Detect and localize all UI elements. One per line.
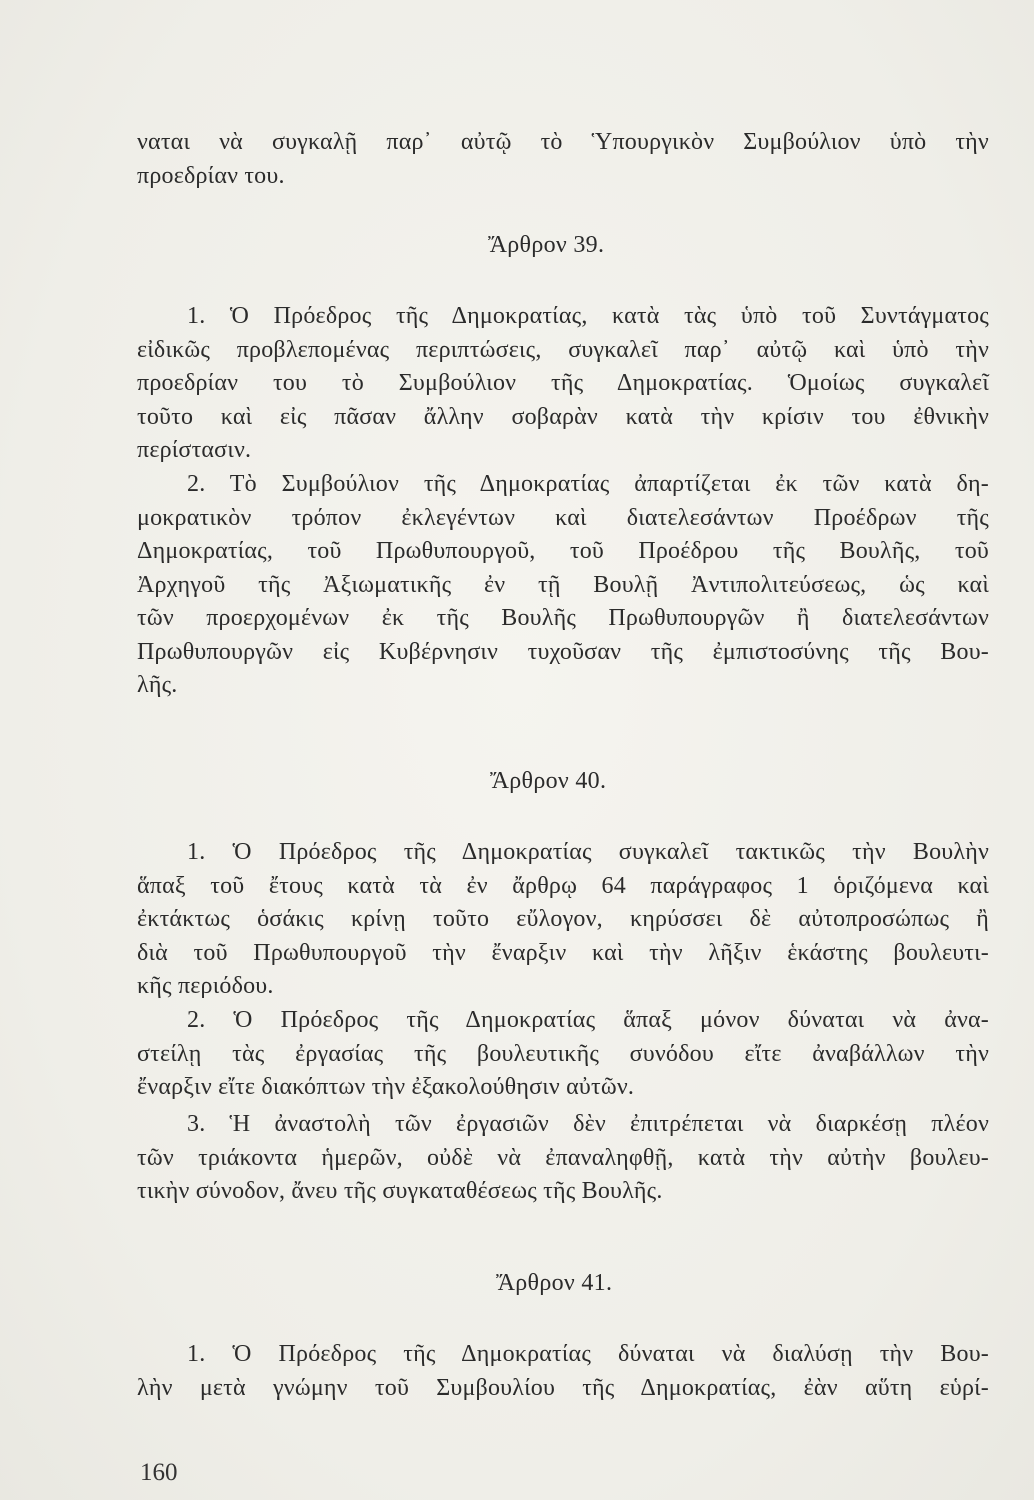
text-line: ἅπαξ τοῦ ἔτους κατὰ τὰ ἐν ἄρθρῳ 64 παράγραφος 1 ὁριζόμενα καὶ — [137, 872, 989, 899]
text-line: προεδρίαν του τὸ Συμβούλιον τῆς Δημοκρατίας. Ὁμοίως συγκαλεῖ — [137, 370, 989, 396]
text-line: 1. Ὁ Πρόεδρος τῆς Δημοκρατίας συγκαλεῖ τακτικῶς τὴν Βουλὴν — [187, 839, 989, 865]
article-40-heading: Ἄρθρον 40. — [490, 768, 607, 794]
text-line: περίστασιν. — [137, 437, 252, 463]
text-line: εἰδικῶς προβλεπομένας περιπτώσεις, συγκαλεῖ παρ᾽ αὐτῷ καὶ ὑπὸ τὴν — [137, 336, 989, 363]
text-line: λὴν μετὰ γνώμην τοῦ Συμβουλίου τῆς Δημοκρατίας, ἐὰν αὕτη εὑρί- — [137, 1374, 989, 1401]
text-line: στείλῃ τὰς ἐργασίας τῆς βουλευτικῆς συνόδου εἴτε ἀναβάλλων τὴν — [137, 1040, 989, 1067]
text-line: προεδρίαν του. — [137, 162, 285, 189]
article-41-paragraph-1 — [137, 1338, 989, 1405]
text-line: 2. Τὸ Συμβούλιον τῆς Δημοκρατίας ἀπαρτίζεται ἐκ τῶν κατὰ δη- — [187, 471, 989, 497]
text-line: 3. Ἡ ἀναστολὴ τῶν ἐργασιῶν δὲν ἐπιτρέπεται νὰ διαρκέσῃ πλέον — [187, 1111, 989, 1137]
article-39-heading: Ἄρθρον 39. — [488, 232, 605, 258]
text-line: λῆς. — [137, 672, 178, 698]
text-line: τικὴν σύνοδον, ἄνευ τῆς συγκαταθέσεως τῆς Βουλῆς. — [137, 1178, 663, 1204]
article-41-heading: Ἄρθρον 41. — [496, 1270, 613, 1296]
article-39-paragraph-1 — [137, 300, 989, 468]
text-line: Ἀρχηγοῦ τῆς Ἀξιωματικῆς ἐν τῇ Βουλῇ Ἀντιπολιτεύσεως, ὡς καὶ — [137, 571, 989, 598]
text-line: μοκρατικὸν τρόπον ἐκλεγέντων καὶ διατελεσάντων Προέδρων τῆς — [137, 504, 989, 531]
article-40-paragraph-3 — [137, 1108, 989, 1209]
article-39-paragraph-2 — [137, 468, 989, 703]
text-line: ναται νὰ συγκαλῇ παρ᾽ αὐτῷ τὸ Ὑπουργικὸν Συμβούλιον ὑπὸ τὴν — [137, 129, 989, 155]
text-line: τοῦτο καὶ εἰς πᾶσαν ἄλλην σοβαρὰν κατὰ τὴν κρίσιν του ἐθνικὴν — [137, 403, 989, 430]
text-line: ἐκτάκτως ὁσάκις κρίνῃ τοῦτο εὔλογον, κηρύσσει δὲ αὐτοπροσώπως ἢ — [137, 906, 989, 932]
text-line: 1. Ὁ Πρόεδρος τῆς Δημοκρατίας, κατὰ τὰς ὑπὸ τοῦ Συντάγματος — [187, 303, 989, 329]
text-line: 1. Ὁ Πρόεδρος τῆς Δημοκρατίας δύναται νὰ διαλύσῃ τὴν Βου- — [187, 1341, 989, 1367]
text-line: διὰ τοῦ Πρωθυπουργοῦ τὴν ἔναρξιν καὶ τὴν λῆξιν ἑκάστης βουλευτι- — [137, 939, 989, 966]
article-40-paragraph-1 — [137, 836, 989, 1004]
page-number: 160 — [140, 1459, 178, 1486]
text-line: Πρωθυπουργῶν εἰς Κυβέρνησιν τυχοῦσαν τῆς ἐμπιστοσύνης τῆς Βου- — [137, 638, 989, 665]
text-line: Δημοκρατίας, τοῦ Πρωθυπουργοῦ, τοῦ Προέδρου τῆς Βουλῆς, τοῦ — [137, 538, 989, 564]
article-40-paragraph-2 — [137, 1004, 989, 1105]
text-line: ἔναρξιν εἴτε διακόπτων τὴν ἐξακολούθησιν αὐτῶν. — [137, 1074, 635, 1100]
text-line: κῆς περιόδου. — [137, 973, 274, 999]
text-line: τῶν τριάκοντα ἡμερῶν, οὐδὲ νὰ ἐπαναληφθῇ, κατὰ τὴν αὐτὴν βουλευ- — [137, 1144, 989, 1171]
intro-paragraph — [137, 126, 989, 193]
text-line: τῶν προερχομένων ἐκ τῆς Βουλῆς Πρωθυπουργῶν ἢ διατελεσάντων — [137, 605, 989, 631]
text-line: 2. Ὁ Πρόεδρος τῆς Δημοκρατίας ἅπαξ μόνον δύναται νὰ ἀνα- — [187, 1007, 989, 1033]
